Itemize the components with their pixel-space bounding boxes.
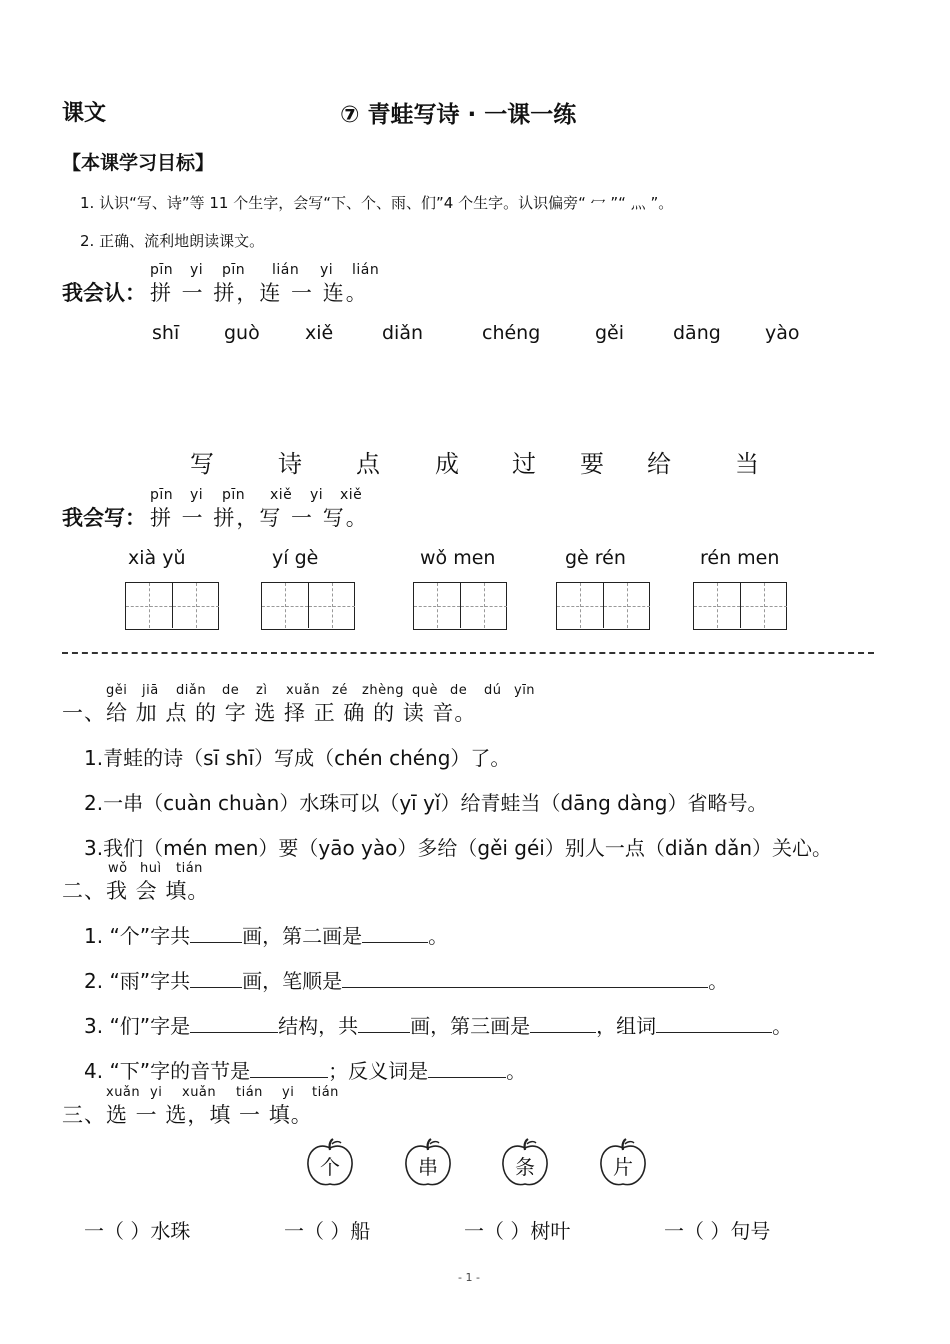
pinyin: tián bbox=[236, 1085, 263, 1100]
char-item[interactable]: 给 bbox=[647, 450, 671, 478]
q2-text: ；反义词是 bbox=[328, 1059, 429, 1083]
apple-choice[interactable] bbox=[403, 1138, 453, 1182]
write-title: 拼 一 拼，写 一 写。 bbox=[150, 506, 369, 530]
pinyin: yi bbox=[190, 262, 204, 278]
goal-item-1: 1. 认识“写、诗”等 11 个生字，会写“下、个、雨、们”4 个生字。认识偏旁“ 冖 ”“ 灬 ”。 bbox=[80, 194, 674, 212]
pinyin: xuǎn bbox=[286, 683, 321, 698]
pinyin: xiě bbox=[340, 487, 363, 503]
pinyin: yīn bbox=[514, 683, 536, 698]
apple-choice[interactable] bbox=[500, 1138, 550, 1182]
q2-line-3 bbox=[84, 1010, 792, 1039]
apple-char: 片 bbox=[613, 1155, 633, 1179]
pinyin: zì bbox=[256, 683, 268, 698]
q1-line-1[interactable]: 1.青蛙的诗（sī shī）写成（chén chéng）了。 bbox=[84, 746, 511, 770]
section-label: 课文 bbox=[62, 101, 107, 126]
writing-grid[interactable] bbox=[125, 582, 219, 630]
pinyin: yi bbox=[320, 262, 334, 278]
char-item[interactable]: 诗 bbox=[278, 450, 302, 478]
q3-fill-4[interactable]: 一（ ）句号 bbox=[664, 1219, 771, 1243]
char-item[interactable]: 写 bbox=[190, 450, 214, 478]
q2-text: 3. “们”字是 bbox=[84, 1014, 191, 1038]
pinyin: pīn bbox=[150, 487, 174, 503]
pinyin: yi bbox=[150, 1085, 163, 1100]
pinyin: xiě bbox=[270, 487, 293, 503]
pinyin: gěi bbox=[106, 683, 128, 698]
pinyin-item[interactable]: diǎn bbox=[382, 322, 424, 344]
apple-char: 串 bbox=[418, 1155, 438, 1179]
apple-choice[interactable] bbox=[305, 1138, 355, 1182]
writing-grid[interactable] bbox=[556, 582, 650, 630]
recognize-title: 拼 一 拼，连 一 连。 bbox=[150, 281, 369, 305]
pinyin: tián bbox=[176, 861, 203, 876]
pinyin: lián bbox=[352, 262, 380, 278]
pinyin-item[interactable]: gěi bbox=[595, 322, 625, 344]
pinyin: dú bbox=[484, 683, 502, 698]
pinyin: yi bbox=[310, 487, 324, 503]
pinyin-item[interactable]: xiě bbox=[305, 322, 334, 344]
q1-title: 一、给 加 点 的 字 选 择 正 确 的 读 音。 bbox=[62, 701, 477, 725]
goals-heading: 【本课学习目标】 bbox=[62, 152, 215, 174]
pinyin: wǒ bbox=[108, 861, 128, 876]
q2-text: 结构，共 bbox=[278, 1014, 359, 1038]
pinyin-item[interactable]: yào bbox=[765, 322, 800, 344]
char-item[interactable]: 点 bbox=[356, 450, 380, 478]
pinyin-item[interactable]: dāng bbox=[673, 322, 721, 344]
q3-fill-1[interactable]: 一（ ）水珠 bbox=[84, 1219, 191, 1243]
write-label: 我会写： bbox=[62, 506, 146, 530]
answer-blank[interactable] bbox=[190, 1014, 278, 1033]
q2-text: 4. “下”字的音节是 bbox=[84, 1059, 251, 1083]
writing-grid[interactable] bbox=[261, 582, 355, 630]
pinyin: lián bbox=[272, 262, 300, 278]
char-item[interactable]: 当 bbox=[735, 450, 759, 478]
answer-blank[interactable] bbox=[190, 924, 242, 943]
pinyin: xuǎn bbox=[106, 1085, 141, 1100]
char-item[interactable]: 成 bbox=[435, 450, 459, 478]
pinyin: xuǎn bbox=[182, 1085, 217, 1100]
answer-blank[interactable] bbox=[190, 969, 242, 988]
pinyin-item[interactable]: shī bbox=[152, 322, 180, 344]
q2-text: 画，第二画是 bbox=[242, 924, 363, 948]
q2-text: 画，笔顺是 bbox=[242, 969, 343, 993]
answer-blank[interactable] bbox=[530, 1014, 596, 1033]
apple-choice[interactable] bbox=[598, 1138, 648, 1182]
q3-fill-3[interactable]: 一（ ）树叶 bbox=[464, 1219, 571, 1243]
pinyin-item[interactable]: chéng bbox=[482, 322, 541, 344]
q1-line-3[interactable]: 3.我们（mén men）要（yāo yào）多给（gěi géi）别人一点（diǎn dǎn）关心。 bbox=[84, 836, 833, 860]
pinyin: tián bbox=[312, 1085, 339, 1100]
answer-blank[interactable] bbox=[358, 1014, 410, 1033]
pinyin: jiā bbox=[142, 683, 159, 698]
q2-text: ，组词 bbox=[596, 1014, 657, 1038]
word-pinyin: gè rén bbox=[565, 547, 626, 569]
pinyin: huì bbox=[140, 861, 162, 876]
q2-title: 二、我 会 填。 bbox=[62, 879, 210, 903]
writing-grid[interactable] bbox=[413, 582, 507, 630]
q2-text: 画，第三画是 bbox=[410, 1014, 531, 1038]
q2-text: 1. “个”字共 bbox=[84, 924, 191, 948]
pinyin: què bbox=[412, 683, 438, 698]
q2-text: 。 bbox=[772, 1014, 793, 1038]
pinyin: zé bbox=[332, 683, 348, 698]
pinyin: de bbox=[222, 683, 240, 698]
q3-fill-2[interactable]: 一（ ）船 bbox=[284, 1219, 371, 1243]
page-title: ⑦ 青蛙写诗 · 一课一练 bbox=[340, 102, 577, 128]
pinyin: diǎn bbox=[176, 683, 207, 698]
apple-char: 个 bbox=[320, 1155, 340, 1179]
q2-line-2 bbox=[84, 965, 728, 994]
q1-line-2[interactable]: 2.一串（cuàn chuàn）水珠可以（yī yǐ）给青蛙当（dāng dàng）省略号。 bbox=[84, 791, 768, 815]
answer-blank[interactable] bbox=[656, 1014, 772, 1033]
word-pinyin: wǒ men bbox=[420, 547, 496, 569]
pinyin: pīn bbox=[222, 262, 246, 278]
char-item[interactable]: 过 bbox=[512, 450, 536, 478]
recognize-label: 我会认： bbox=[62, 281, 146, 305]
q3-title: 三、选 一 选，填 一 填。 bbox=[62, 1103, 313, 1127]
answer-blank[interactable] bbox=[250, 1059, 328, 1078]
pinyin: yi bbox=[282, 1085, 295, 1100]
q2-text: 。 bbox=[428, 924, 449, 948]
char-item[interactable]: 要 bbox=[580, 450, 604, 478]
word-pinyin: yí gè bbox=[272, 547, 319, 569]
q2-text: 。 bbox=[506, 1059, 527, 1083]
q2-text: 。 bbox=[708, 969, 729, 993]
word-pinyin: xià yǔ bbox=[128, 547, 186, 569]
writing-grid[interactable] bbox=[693, 582, 787, 630]
pinyin-item[interactable]: guò bbox=[224, 322, 260, 344]
q2-text: 2. “雨”字共 bbox=[84, 969, 191, 993]
q2-line-4 bbox=[84, 1055, 526, 1084]
pinyin: zhèng bbox=[362, 683, 405, 698]
page-number: - 1 - bbox=[458, 1271, 480, 1284]
pinyin: de bbox=[450, 683, 468, 698]
q2-line-1 bbox=[84, 920, 448, 949]
word-pinyin: rén men bbox=[700, 547, 780, 569]
answer-blank[interactable] bbox=[428, 1059, 506, 1078]
answer-blank[interactable] bbox=[362, 924, 428, 943]
pinyin: yi bbox=[190, 487, 204, 503]
goal-item-2: 2. 正确、流利地朗读课文。 bbox=[80, 232, 265, 250]
divider bbox=[62, 652, 874, 654]
answer-blank[interactable] bbox=[342, 969, 708, 988]
pinyin: pīn bbox=[222, 487, 246, 503]
pinyin: pīn bbox=[150, 262, 174, 278]
apple-char: 条 bbox=[515, 1155, 535, 1179]
